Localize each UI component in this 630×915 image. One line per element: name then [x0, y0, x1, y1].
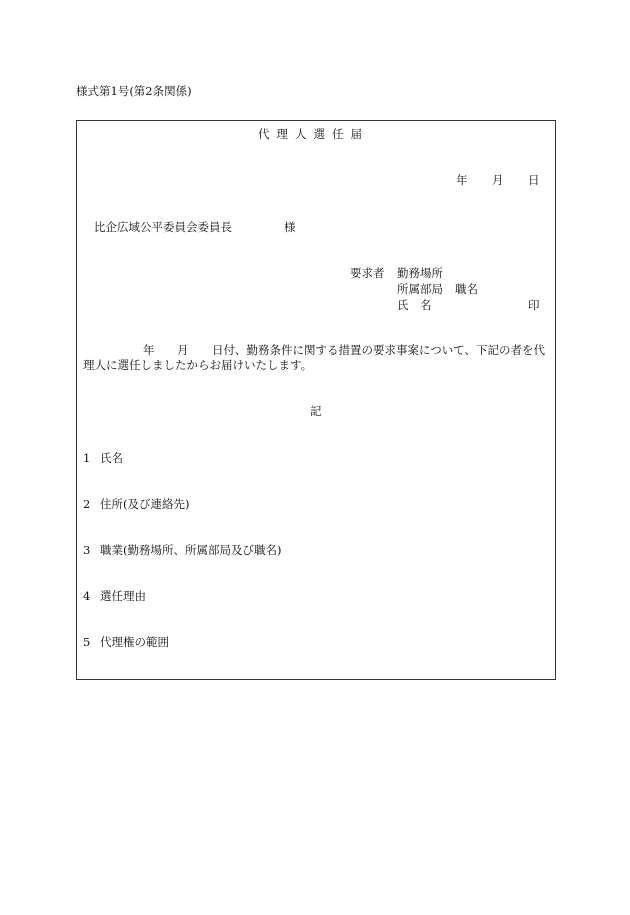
- addressee-suffix: 様: [284, 220, 296, 234]
- position-label: 職名: [455, 282, 478, 296]
- body-text-line2: 理人に選任しましたからお届けいたします。: [83, 358, 313, 372]
- item-2-label: 住所(及び連絡先): [100, 497, 190, 511]
- item-2-num: 2: [83, 497, 91, 511]
- ki-heading: 記: [310, 404, 322, 418]
- item-5-label: 代理権の範囲: [100, 635, 169, 649]
- body-month: 月: [177, 343, 189, 357]
- form-number: 様式第1号(第2条関係): [76, 84, 192, 98]
- requester-label: 要求者: [350, 266, 385, 280]
- workplace-label: 勤務場所: [397, 266, 443, 280]
- date-year: 年: [456, 173, 468, 187]
- seal-mark: 印: [528, 298, 540, 312]
- item-4-num: 4: [83, 589, 91, 603]
- item-4-label: 選任理由: [100, 589, 146, 603]
- item-1-num: 1: [83, 451, 91, 465]
- body-text-line1: 日付、勤務条件に関する措置の要求事案について、下記の者を代: [212, 343, 546, 357]
- item-1-label: 氏名: [100, 451, 123, 465]
- item-5-num: 5: [83, 635, 91, 649]
- addressee-name: 比企広域公平委員会委員長: [94, 220, 232, 234]
- date-month: 月: [492, 173, 504, 187]
- item-3-label: 職業(勤務場所、所属部局及び職名): [100, 543, 282, 557]
- body-year: 年: [143, 343, 155, 357]
- form-box: [76, 120, 556, 680]
- name-label: 氏 名: [397, 298, 432, 312]
- item-3-num: 3: [83, 543, 91, 557]
- dept-label: 所属部局: [397, 282, 443, 296]
- form-title: 代理人選任届: [258, 127, 369, 141]
- date-day: 日: [528, 173, 540, 187]
